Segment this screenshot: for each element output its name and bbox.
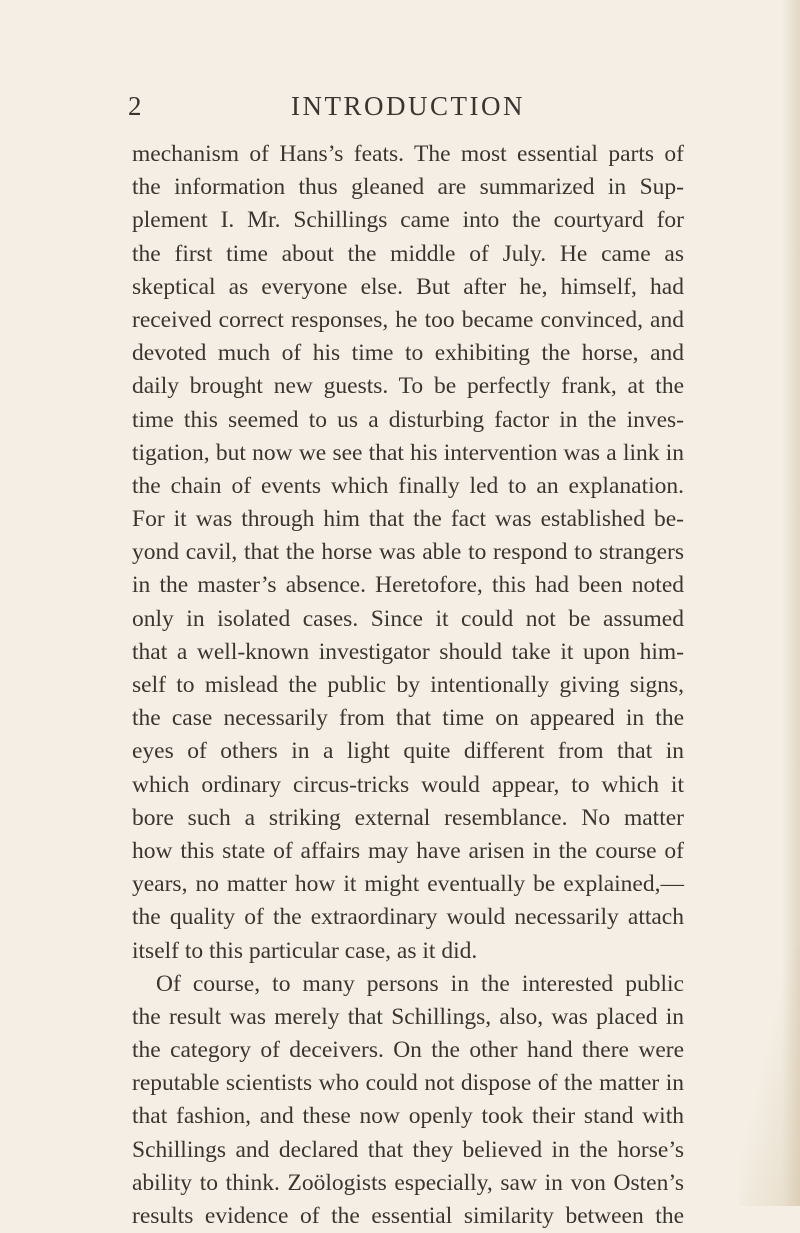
text-line: received correct responses, he too became convinced, and [132, 306, 684, 333]
text-line: the chain of events which finally led to an explanation. [132, 472, 684, 499]
text-line: ability to think. Zoölogists especially, saw in von Osten’s [132, 1169, 684, 1196]
text-line: the information thus gleaned are summarized in Sup- [132, 174, 684, 201]
text-line: eyes of others in a light quite different from that in [132, 738, 684, 765]
text-line: skeptical as everyone else. But after he, himself, had [132, 273, 684, 300]
text-line: devoted much of his time to exhibiting the horse, and [132, 340, 684, 367]
text-line: tigation, but now we see that his intervention was a link in [132, 439, 684, 466]
text-line: the category of deceivers. On the other hand there were [132, 1037, 684, 1064]
text-line: only in isolated cases. Since it could not be assumed [132, 605, 684, 632]
text-line: in the master’s absence. Heretofore, this had been noted [132, 572, 684, 599]
text-line: Schillings and declared that they believed in the horse’s [132, 1136, 684, 1163]
body-text [132, 138, 684, 1233]
text-line: that a well-known investigator should take it upon him- [132, 638, 684, 665]
text-line: For it was through him that the fact was established be- [132, 506, 684, 533]
paragraph-end-line: itself to this particular case, as it did. [132, 937, 478, 964]
text-line: mechanism of Hans’s feats. The most essential parts of [132, 141, 684, 167]
text-line: reputable scientists who could not dispose of the matter in [132, 1070, 684, 1097]
text-line: the case necessarily from that time on appeared in the [132, 705, 684, 732]
chapter-title: INTRODUCTION [291, 91, 525, 121]
paragraph-start-line: Of course, to many persons in the interested public [156, 970, 684, 997]
text-line: which ordinary circus-tricks would appear, to which it [132, 771, 684, 798]
text-line: the result was merely that Schillings, also, was placed in [132, 1003, 684, 1030]
text-line: years, no matter how it might eventually be explained,— [132, 871, 684, 898]
text-line: self to mislead the public by intentionally giving signs, [132, 672, 684, 698]
text-line: plement I. Mr. Schillings came into the courtyard for [132, 207, 684, 234]
text-line: how this state of affairs may have arisen in the course of [132, 837, 684, 864]
text-line: time this seemed to us a disturbing factor in the inves- [132, 406, 684, 433]
text-line: bore such a striking external resemblance. No matter [132, 804, 684, 831]
running-head [128, 86, 688, 126]
text-line: results evidence of the essential similarity between the [132, 1203, 684, 1229]
text-line: daily brought new guests. To be perfectly frank, at the [132, 373, 684, 400]
text-line: the first time about the middle of July. He came as [132, 240, 684, 267]
text-line: that fashion, and these now openly took their stand with [132, 1103, 684, 1130]
page-number: 2 [128, 91, 143, 121]
page-corner-shadow [740, 946, 800, 1206]
text-line: the quality of the extraordinary would necessarily attach [132, 904, 684, 931]
text-line: yond cavil, that the horse was able to respond to strangers [132, 539, 684, 566]
